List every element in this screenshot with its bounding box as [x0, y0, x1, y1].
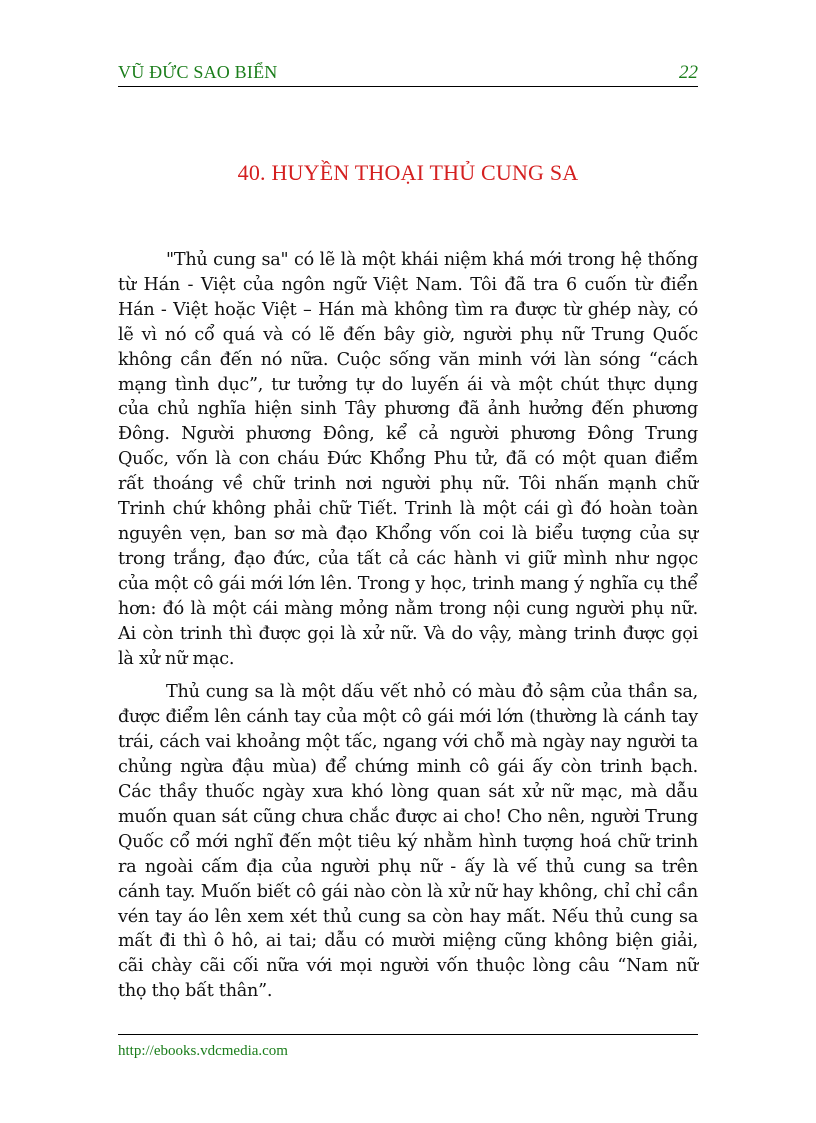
chapter-title: 40. HUYỀN THOẠI THỦ CUNG SA	[237, 160, 579, 185]
paragraph: "Thủ cung sa" có lẽ là một khái niệm khá mới trong hệ thống từ Hán - Việt của ngôn ngữ Việt Nam. Tôi đã tra 6 cuốn từ điển Hán - Việt hoặc Việt – Hán mà không tìm ra được từ ghép này, có lẽ vì nó cổ quá và có lẽ đến bây giờ, người phụ nữ Trung Quốc không cần đến nó nữa. Cuộc sống văn minh với làn sóng “cách mạng tình dục”, tư tưởng tự do luyến ái và một chút thực dụng của chủ nghĩa hiện sinh Tây phương đã ảnh hưởng đến phương Đông. Người phương Đông, kể cả người phương Đông Trung Quốc, vốn là con cháu Đức Khổng Phu tử, đã có một quan điểm rất thoáng về chữ trinh nơi người phụ nữ. Tôi nhấn mạnh chữ Trinh chứ không phải chữ Tiết. Trinh là một cái gì đó hoàn toàn nguyên vẹn, ban sơ mà đạo Khổng vốn coi là biểu tượng của sự trong trắng, đạo đức, của tất cả các hành vi giữ mình như ngọc của một cô gái mới lớn lên. Trong y học, trinh mang ý nghĩa cụ thể hơn: đó là một cái màng mỏng nằm trong nội cung người phụ nữ. Ai còn trinh thì được gọi là xử nữ. Và do vậy, màng trinh được gọi là xử nữ mạc.	[118, 250, 698, 669]
paragraph: Thủ cung sa là một dấu vết nhỏ có màu đỏ sậm của thần sa, được điểm lên cánh tay của một cô gái mới lớn (thường là cánh tay trái, cách vai khoảng một tấc, ngang với chỗ mà ngày nay người ta chủng ngừa đậu mùa) để chứng minh cô gái ấy còn trinh bạch. Các thầy thuốc ngày xưa khó lòng quan sát xử nữ mạc, mà dẫu muốn quan sát cũng chưa chắc được ai cho! Cho nên, người Trung Quốc cổ mới nghĩ đến một tiêu ký nhằm hình tượng hoá chữ trinh ra ngoài cấm địa của người phụ nữ - ấy là vế thủ cung sa trên cánh tay. Muốn biết cô gái nào còn là xử nữ hay không, chỉ chỉ cần vén tay áo lên xem xét thủ cung sa còn hay mất. Nếu thủ cung sa mất đi thì ô hô, ai tai; dẫu có mười miệng cũng không biện giải, cãi chày cãi cối nữa với mọi người vốn thuộc lòng câu “Nam nữ thọ thọ bất thân”.	[118, 682, 698, 1002]
page-number: 22	[679, 62, 698, 83]
body-text	[118, 248, 698, 1013]
book-title: VŨ ĐỨC SAO BIỂN	[118, 62, 278, 82]
page-footer	[118, 1034, 698, 1059]
page-header	[118, 60, 698, 87]
footer-url-link[interactable]: http://ebooks.vdcmedia.com	[118, 1043, 288, 1059]
